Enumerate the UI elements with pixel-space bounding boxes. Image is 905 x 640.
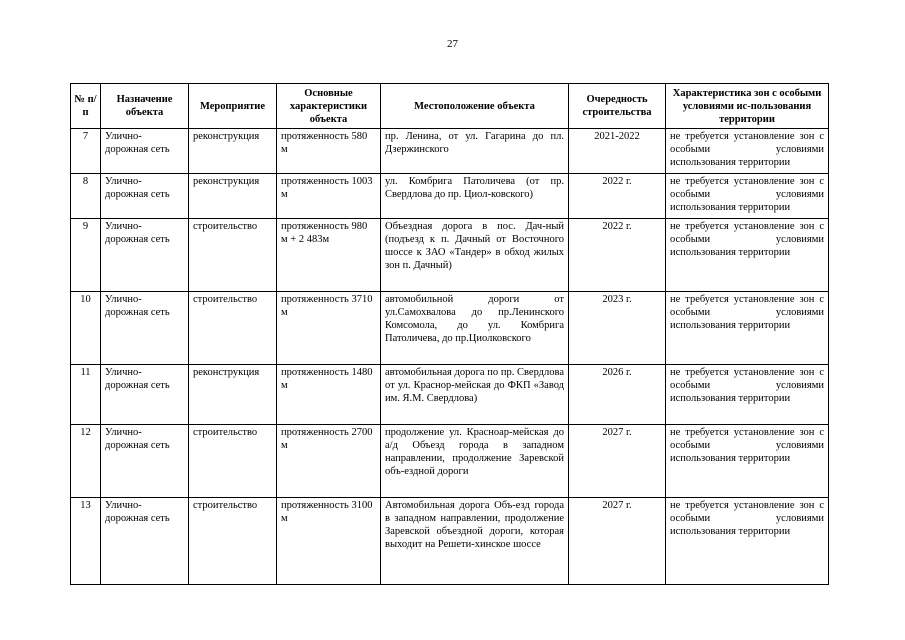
cell-zone: не требуется установление зон с особыми условиями использования территории [666, 219, 829, 292]
cell-characteristics: протяженность 580 м [277, 129, 381, 174]
header-num: № п/п [71, 84, 101, 129]
objects-table [70, 83, 829, 585]
cell-characteristics: протяженность 1480 м [277, 365, 381, 425]
header-stage: Очередность строительства [569, 84, 666, 129]
cell-location: автомобильная дорога по пр. Свердлова от ул. Краснор-мейская до ФКП «Завод им. Я.М. Свердлова) [381, 365, 569, 425]
cell-stage: 2023 г. [569, 292, 666, 365]
table-row [71, 174, 829, 219]
cell-characteristics: протяженность 3710 м [277, 292, 381, 365]
cell-stage: 2027 г. [569, 498, 666, 585]
cell-purpose: Улично-дорожная сеть [101, 365, 189, 425]
cell-purpose: Улично-дорожная сеть [101, 219, 189, 292]
cell-zone: не требуется установление зон с особыми условиями использования территории [666, 425, 829, 498]
header-location: Местоположение объекта [381, 84, 569, 129]
table-row [71, 498, 829, 585]
cell-location: пр. Ленина, от ул. Гагарина до пл. Дзержинского [381, 129, 569, 174]
header-purpose: Назначение объекта [101, 84, 189, 129]
cell-num: 13 [71, 498, 101, 585]
cell-num: 12 [71, 425, 101, 498]
cell-location: Объездная дорога в пос. Дач-ный (подъезд к п. Дачный от Восточного шоссе к ЗАО «Тандер» в обход жилых зон п. Дачный) [381, 219, 569, 292]
header-action: Мероприятие [189, 84, 277, 129]
cell-location: продолжение ул. Красноар-мейская до а/д Объезд города в западном направлении, продолжение Заревской объ-ездной дороги [381, 425, 569, 498]
cell-action: строительство [189, 292, 277, 365]
cell-stage: 2022 г. [569, 219, 666, 292]
cell-stage: 2027 г. [569, 425, 666, 498]
cell-stage: 2026 г. [569, 365, 666, 425]
cell-zone: не требуется установление зон с особыми условиями использования территории [666, 292, 829, 365]
table-header-row [71, 84, 829, 129]
cell-purpose: Улично-дорожная сеть [101, 292, 189, 365]
cell-num: 11 [71, 365, 101, 425]
cell-num: 7 [71, 129, 101, 174]
cell-action: реконструкция [189, 129, 277, 174]
page-number: 27 [447, 38, 458, 50]
header-zone: Характеристика зон с особыми условиями ис-пользования территории [666, 84, 829, 129]
table-row [71, 129, 829, 174]
cell-characteristics: протяженность 3100 м [277, 498, 381, 585]
header-characteristics: Основные характеристики объекта [277, 84, 381, 129]
cell-characteristics: протяженность 2700 м [277, 425, 381, 498]
cell-num: 8 [71, 174, 101, 219]
cell-zone: не требуется установление зон с особыми условиями использования территории [666, 365, 829, 425]
cell-purpose: Улично-дорожная сеть [101, 498, 189, 585]
cell-action: реконструкция [189, 365, 277, 425]
cell-num: 10 [71, 292, 101, 365]
cell-stage: 2021-2022 [569, 129, 666, 174]
cell-location: ул. Комбрига Патоличева (от пр. Свердлова до пр. Циол-ковского) [381, 174, 569, 219]
cell-zone: не требуется установление зон с особыми условиями использования территории [666, 498, 829, 585]
cell-zone: не требуется установление зон с особыми условиями использования территории [666, 129, 829, 174]
cell-action: строительство [189, 219, 277, 292]
table-row [71, 292, 829, 365]
table-row [71, 425, 829, 498]
cell-characteristics: протяженность 1003 м [277, 174, 381, 219]
cell-action: строительство [189, 498, 277, 585]
cell-stage: 2022 г. [569, 174, 666, 219]
table-row [71, 365, 829, 425]
cell-zone: не требуется установление зон с особыми условиями использования территории [666, 174, 829, 219]
cell-action: строительство [189, 425, 277, 498]
cell-location: Автомобильная дорога Объ-езд города в западном направлении, продолжение Заревской объездной дороги, которая выходит на Решети-хинское шоссе [381, 498, 569, 585]
cell-location: автомобильной дороги от ул.Самохвалова до пр.Ленинского Комсомола, до ул. Комбрига Патоличева, до пр.Циолковского [381, 292, 569, 365]
cell-purpose: Улично-дорожная сеть [101, 129, 189, 174]
cell-action: реконструкция [189, 174, 277, 219]
table-row [71, 219, 829, 292]
cell-num: 9 [71, 219, 101, 292]
cell-purpose: Улично-дорожная сеть [101, 174, 189, 219]
cell-purpose: Улично-дорожная сеть [101, 425, 189, 498]
cell-characteristics: протяженность 980 м + 2 483м [277, 219, 381, 292]
